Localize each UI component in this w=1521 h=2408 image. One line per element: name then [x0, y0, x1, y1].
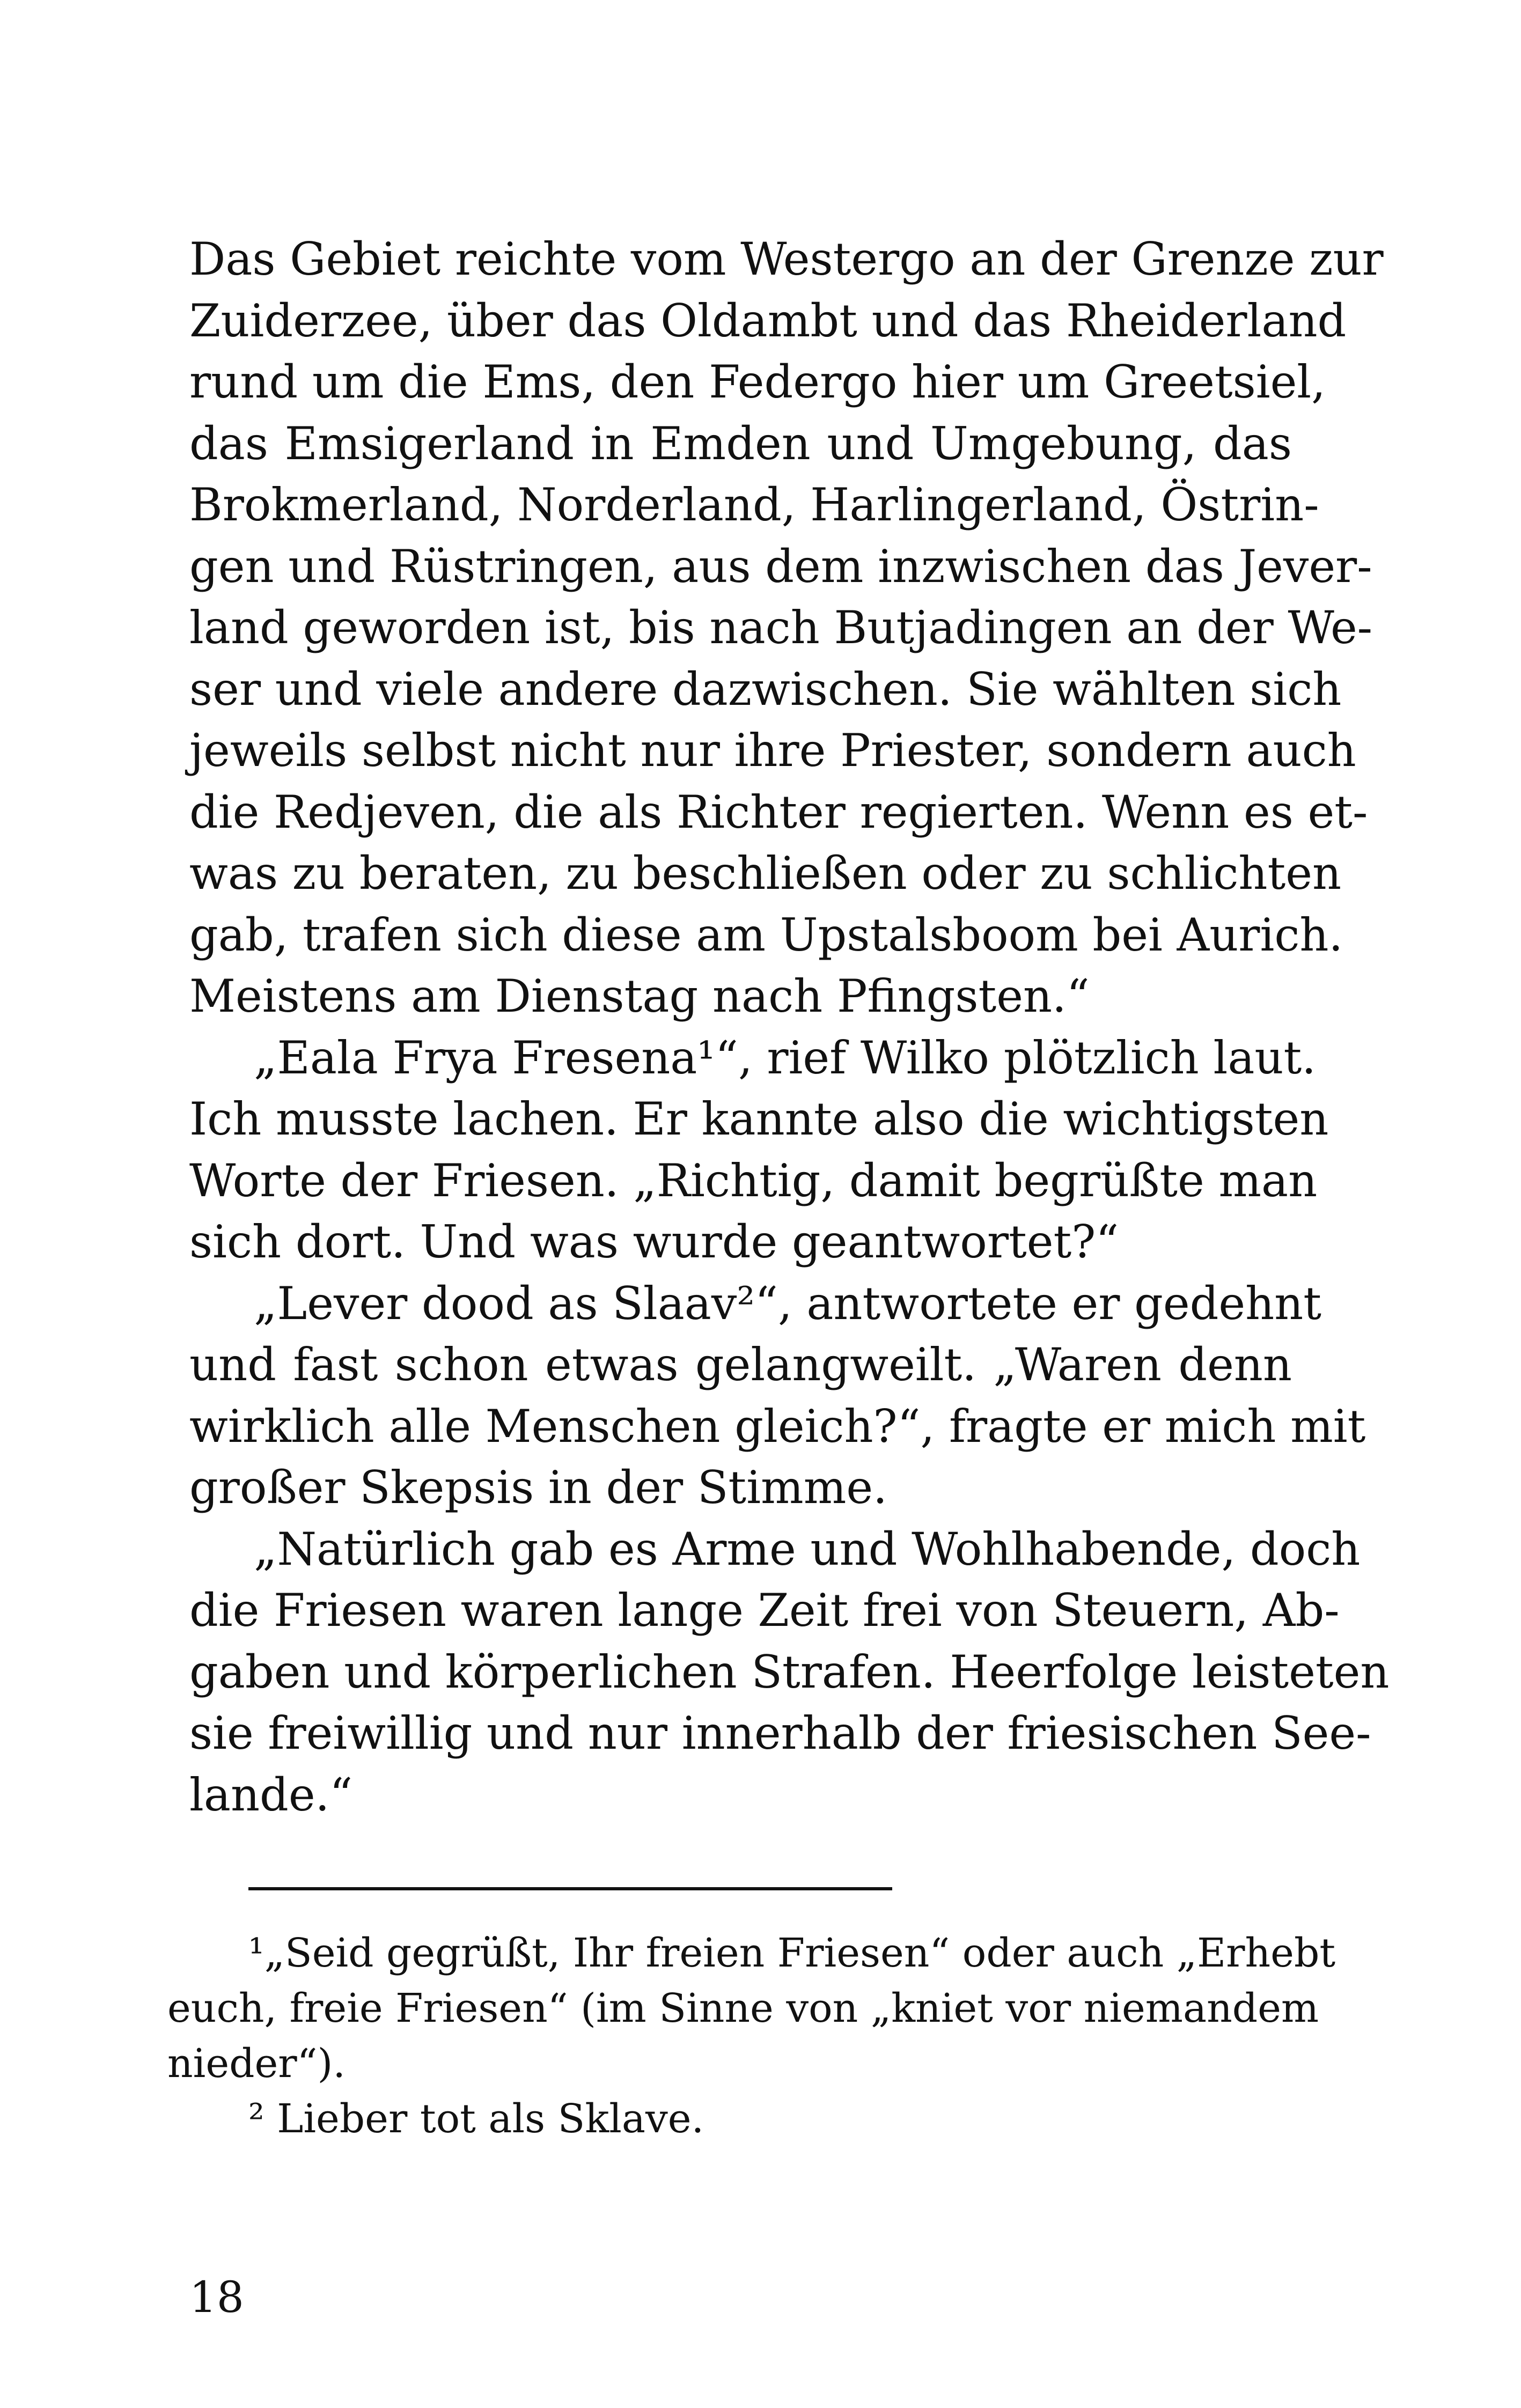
text-line: die Redjeven, die als Richter regierten. Wenn es et- [189, 785, 1368, 838]
text-line: großer Skepsis in der Stimme. [189, 1461, 887, 1514]
text-line: „Eala Frya Fresena¹“, rief Wilko plötzlich laut. [254, 1031, 1316, 1084]
footnote-separator [248, 1887, 892, 1890]
text-line: Worte der Friesen. „Richtig, damit begrüßte man [189, 1154, 1318, 1207]
text-line: gaben und körperlichen Strafen. Heerfolge leisteten [189, 1645, 1390, 1698]
text-line: die Friesen waren lange Zeit frei von Steuern, Ab- [189, 1584, 1340, 1637]
text-line: sich dort. Und was wurde geantwortet?“ [189, 1216, 1119, 1268]
text-line: Ich musste lachen. Er kannte also die wichtigsten [189, 1093, 1329, 1145]
text-line: das Emsigerland in Emden und Umgebung, das [189, 417, 1292, 470]
text-line: lande.“ [189, 1768, 353, 1821]
main-text [189, 229, 1390, 1825]
text-line: rund um die Ems, den Federgo hier um Greetsiel, [189, 356, 1326, 408]
text-line: was zu beraten, zu beschließen oder zu schlichten [189, 847, 1342, 900]
text-line: wirklich alle Menschen gleich?“, fragte er mich mit [189, 1400, 1366, 1453]
footnotes [167, 1926, 1336, 2147]
text-line: sie freiwillig und nur innerhalb der friesischen See- [189, 1707, 1371, 1759]
footnote-line: ¹„Seid gegrüßt, Ihr freien Friesen“ oder auch „Erhebt [248, 1930, 1336, 1976]
text-line: land geworden ist, bis nach Butjadingen an der We- [189, 601, 1373, 654]
text-line: Das Gebiet reichte vom Westergo an der Grenze zur [189, 233, 1384, 285]
page-number: 18 [189, 2272, 244, 2322]
footnote-line: nieder“). [167, 2041, 346, 2087]
footnote-line: euch, freie Friesen“ (im Sinne von „kniet vor niemandem [167, 1985, 1319, 2031]
text-line: „Lever dood as Slaav²“, antwortete er gedehnt [254, 1277, 1322, 1330]
text-line: ser und viele andere dazwischen. Sie wählten sich [189, 662, 1342, 716]
text-line: Meistens am Dienstag nach Pfingsten.“ [189, 970, 1090, 1022]
footnote-line: ² Lieber tot als Sklave. [248, 2096, 704, 2142]
text-line: „Natürlich gab es Arme und Wohlhabende, doch [254, 1522, 1361, 1575]
text-line: und fast schon etwas gelangweilt. „Waren denn [189, 1338, 1292, 1391]
text-line: jeweils selbst nicht nur ihre Priester, sondern auch [189, 724, 1356, 777]
text-line: gab, trafen sich diese am Upstalsboom bei Aurich. [189, 908, 1343, 961]
text-line: Brokmerland, Norderland, Harlingerland, Östrin- [189, 478, 1319, 531]
text-line: Zuiderzee, über das Oldambt und das Rheiderland [189, 294, 1347, 347]
text-line: gen und Rüstringen, aus dem inzwischen das Jever- [189, 540, 1372, 593]
